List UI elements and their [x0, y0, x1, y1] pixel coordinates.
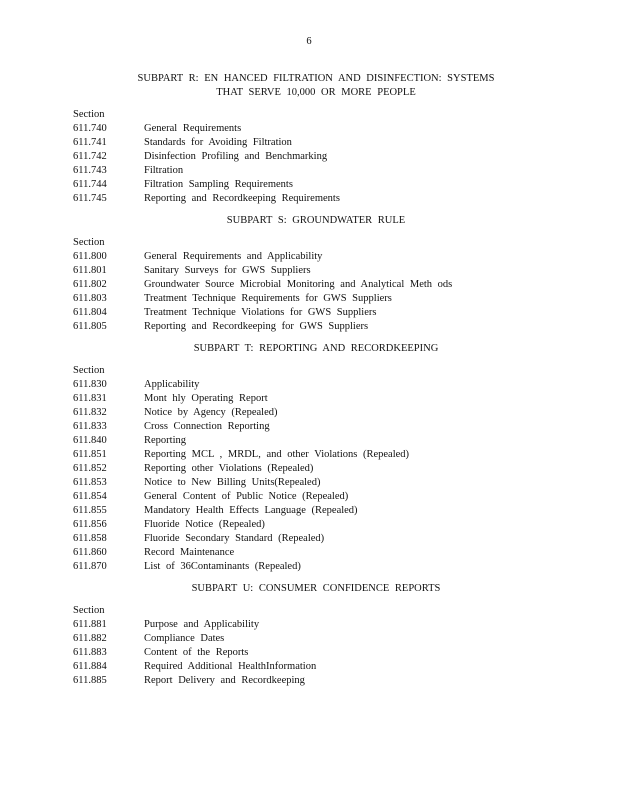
- subpart-heading-line: SUBPART U: CONSUMER CONFIDENCE REPORTS: [191, 583, 441, 594]
- section-number: 611.801: [73, 265, 107, 276]
- section-number: 611.881: [73, 619, 107, 630]
- toc-entry: [73, 490, 543, 504]
- section-title: General Requirements and Applicability: [144, 251, 323, 262]
- section-title: Mont hly Operating Report: [144, 393, 268, 404]
- toc-entry: [73, 618, 543, 632]
- subpart-heading: [73, 214, 543, 228]
- section-number: 611.742: [73, 151, 107, 162]
- section-number: 611.855: [73, 505, 107, 516]
- section-number: 611.830: [73, 379, 107, 390]
- section-label: Section: [73, 237, 105, 248]
- section-title: Fluoride Secondary Standard (Repealed): [144, 533, 325, 544]
- section-number: 611.802: [73, 279, 107, 290]
- toc-entry: [73, 546, 543, 560]
- toc-entry: [73, 122, 543, 136]
- toc-entry: [73, 178, 543, 192]
- section-number: 611.852: [73, 463, 107, 474]
- section-number: 611.840: [73, 435, 107, 446]
- subpart-heading-line: SUBPART R: EN HANCED FILTRATION AND DISINFECTION: SYSTEMS: [137, 73, 495, 84]
- section-number: 611.745: [73, 193, 107, 204]
- section-title: Notice to New Billing Units(Repealed): [144, 477, 321, 488]
- section-title: Reporting MCL , MRDL, and other Violations (Repealed): [144, 449, 410, 460]
- section-title: Treatment Technique Violations for GWS Suppliers: [144, 307, 377, 318]
- toc-entry: [73, 392, 543, 406]
- subpart-heading: [73, 582, 543, 596]
- section-title: Reporting other Violations (Repealed): [144, 463, 314, 474]
- toc-entry: [73, 150, 543, 164]
- toc-entry: [73, 278, 543, 292]
- toc-entry: [73, 136, 543, 150]
- section-number: 611.856: [73, 519, 107, 530]
- subpart-u: [73, 582, 543, 688]
- toc-entry: [73, 448, 543, 462]
- section-number: 611.831: [73, 393, 107, 404]
- section-number: 611.800: [73, 251, 107, 262]
- section-number: 611.803: [73, 293, 107, 304]
- section-title: List of 36Contaminants (Repealed): [144, 561, 301, 572]
- toc-entry: [73, 434, 543, 448]
- section-title: Mandatory Health Effects Language (Repealed): [144, 505, 358, 516]
- toc-entry: [73, 532, 543, 546]
- section-label: Section: [73, 365, 105, 376]
- section-title: Treatment Technique Requirements for GWS Suppliers: [144, 293, 392, 304]
- section-title: Applicability: [144, 379, 200, 390]
- section-number: 611.853: [73, 477, 107, 488]
- section-number: 611.882: [73, 633, 107, 644]
- toc-entry: [73, 560, 543, 574]
- toc-entry: [73, 462, 543, 476]
- section-number: 611.805: [73, 321, 107, 332]
- section-title: Content of the Reports: [144, 647, 249, 658]
- section-number: 611.883: [73, 647, 107, 658]
- section-title: Required Additional HealthInformation: [144, 661, 317, 672]
- section-title: Record Maintenance: [144, 547, 235, 558]
- section-number: 611.804: [73, 307, 107, 318]
- section-number: 611.740: [73, 123, 107, 134]
- toc-entry: [73, 292, 543, 306]
- section-title: General Content of Public Notice (Repealed): [144, 491, 349, 502]
- section-title: Purpose and Applicability: [144, 619, 260, 630]
- toc-entry: [73, 504, 543, 518]
- section-label: Section: [73, 605, 105, 616]
- toc-entry: [73, 264, 543, 278]
- section-number: 611.741: [73, 137, 107, 148]
- section-title: Reporting and Recordkeeping Requirements: [144, 193, 340, 204]
- section-title: Reporting and Recordkeeping for GWS Suppliers: [144, 321, 369, 332]
- section-number: 611.744: [73, 179, 107, 190]
- section-number: 611.870: [73, 561, 107, 572]
- subpart-s: [73, 214, 543, 334]
- toc-entry: [73, 660, 543, 674]
- section-number: 611.832: [73, 407, 107, 418]
- toc-entry: [73, 192, 543, 206]
- section-title: Compliance Dates: [144, 633, 225, 644]
- section-title: Filtration: [144, 165, 184, 176]
- section-number: 611.743: [73, 165, 107, 176]
- section-title: Groundwater Source Microbial Monitoring and Analytical Meth ods: [144, 279, 453, 290]
- section-title: Reporting: [144, 435, 186, 446]
- toc-entry: [73, 674, 543, 688]
- section-number: 611.885: [73, 675, 107, 686]
- subpart-t: [73, 342, 543, 574]
- section-number: 611.884: [73, 661, 107, 672]
- subpart-heading-line: SUBPART S: GROUNDWATER RULE: [226, 215, 406, 226]
- subpart-heading-line: SUBPART T: REPORTING AND RECORDKEEPING: [193, 343, 439, 354]
- toc-entry: [73, 632, 543, 646]
- toc-entry: [73, 518, 543, 532]
- subpart-heading: [73, 342, 543, 356]
- toc-entry: [73, 420, 543, 434]
- toc-entry: [73, 164, 543, 178]
- toc-entry: [73, 306, 543, 320]
- subpart-r: [73, 72, 543, 206]
- section-title: Cross Connection Reporting: [144, 421, 270, 432]
- page-number: 6: [306, 36, 312, 47]
- section-title: General Requirements: [144, 123, 242, 134]
- toc-entry: [73, 378, 543, 392]
- section-label: Section: [73, 109, 105, 120]
- toc-entry: [73, 250, 543, 264]
- section-number: 611.851: [73, 449, 107, 460]
- section-title: Report Delivery and Recordkeeping: [144, 675, 305, 686]
- section-title: Fluoride Notice (Repealed): [144, 519, 265, 530]
- table-of-contents: [73, 72, 543, 688]
- section-title: Filtration Sampling Requirements: [144, 179, 293, 190]
- toc-entry: [73, 476, 543, 490]
- toc-entry: [73, 320, 543, 334]
- section-number: 611.854: [73, 491, 107, 502]
- subpart-heading-line: THAT SERVE 10,000 OR MORE PEOPLE: [216, 87, 416, 98]
- section-number: 611.833: [73, 421, 107, 432]
- section-title: Disinfection Profiling and Benchmarking: [144, 151, 328, 162]
- toc-entry: [73, 406, 543, 420]
- toc-entry: [73, 646, 543, 660]
- section-title: Sanitary Surveys for GWS Suppliers: [144, 265, 311, 276]
- section-title: Standards for Avoiding Filtration: [144, 137, 292, 148]
- section-title: Notice by Agency (Repealed): [144, 407, 278, 418]
- section-number: 611.860: [73, 547, 107, 558]
- subpart-heading: [73, 72, 543, 100]
- section-number: 611.858: [73, 533, 107, 544]
